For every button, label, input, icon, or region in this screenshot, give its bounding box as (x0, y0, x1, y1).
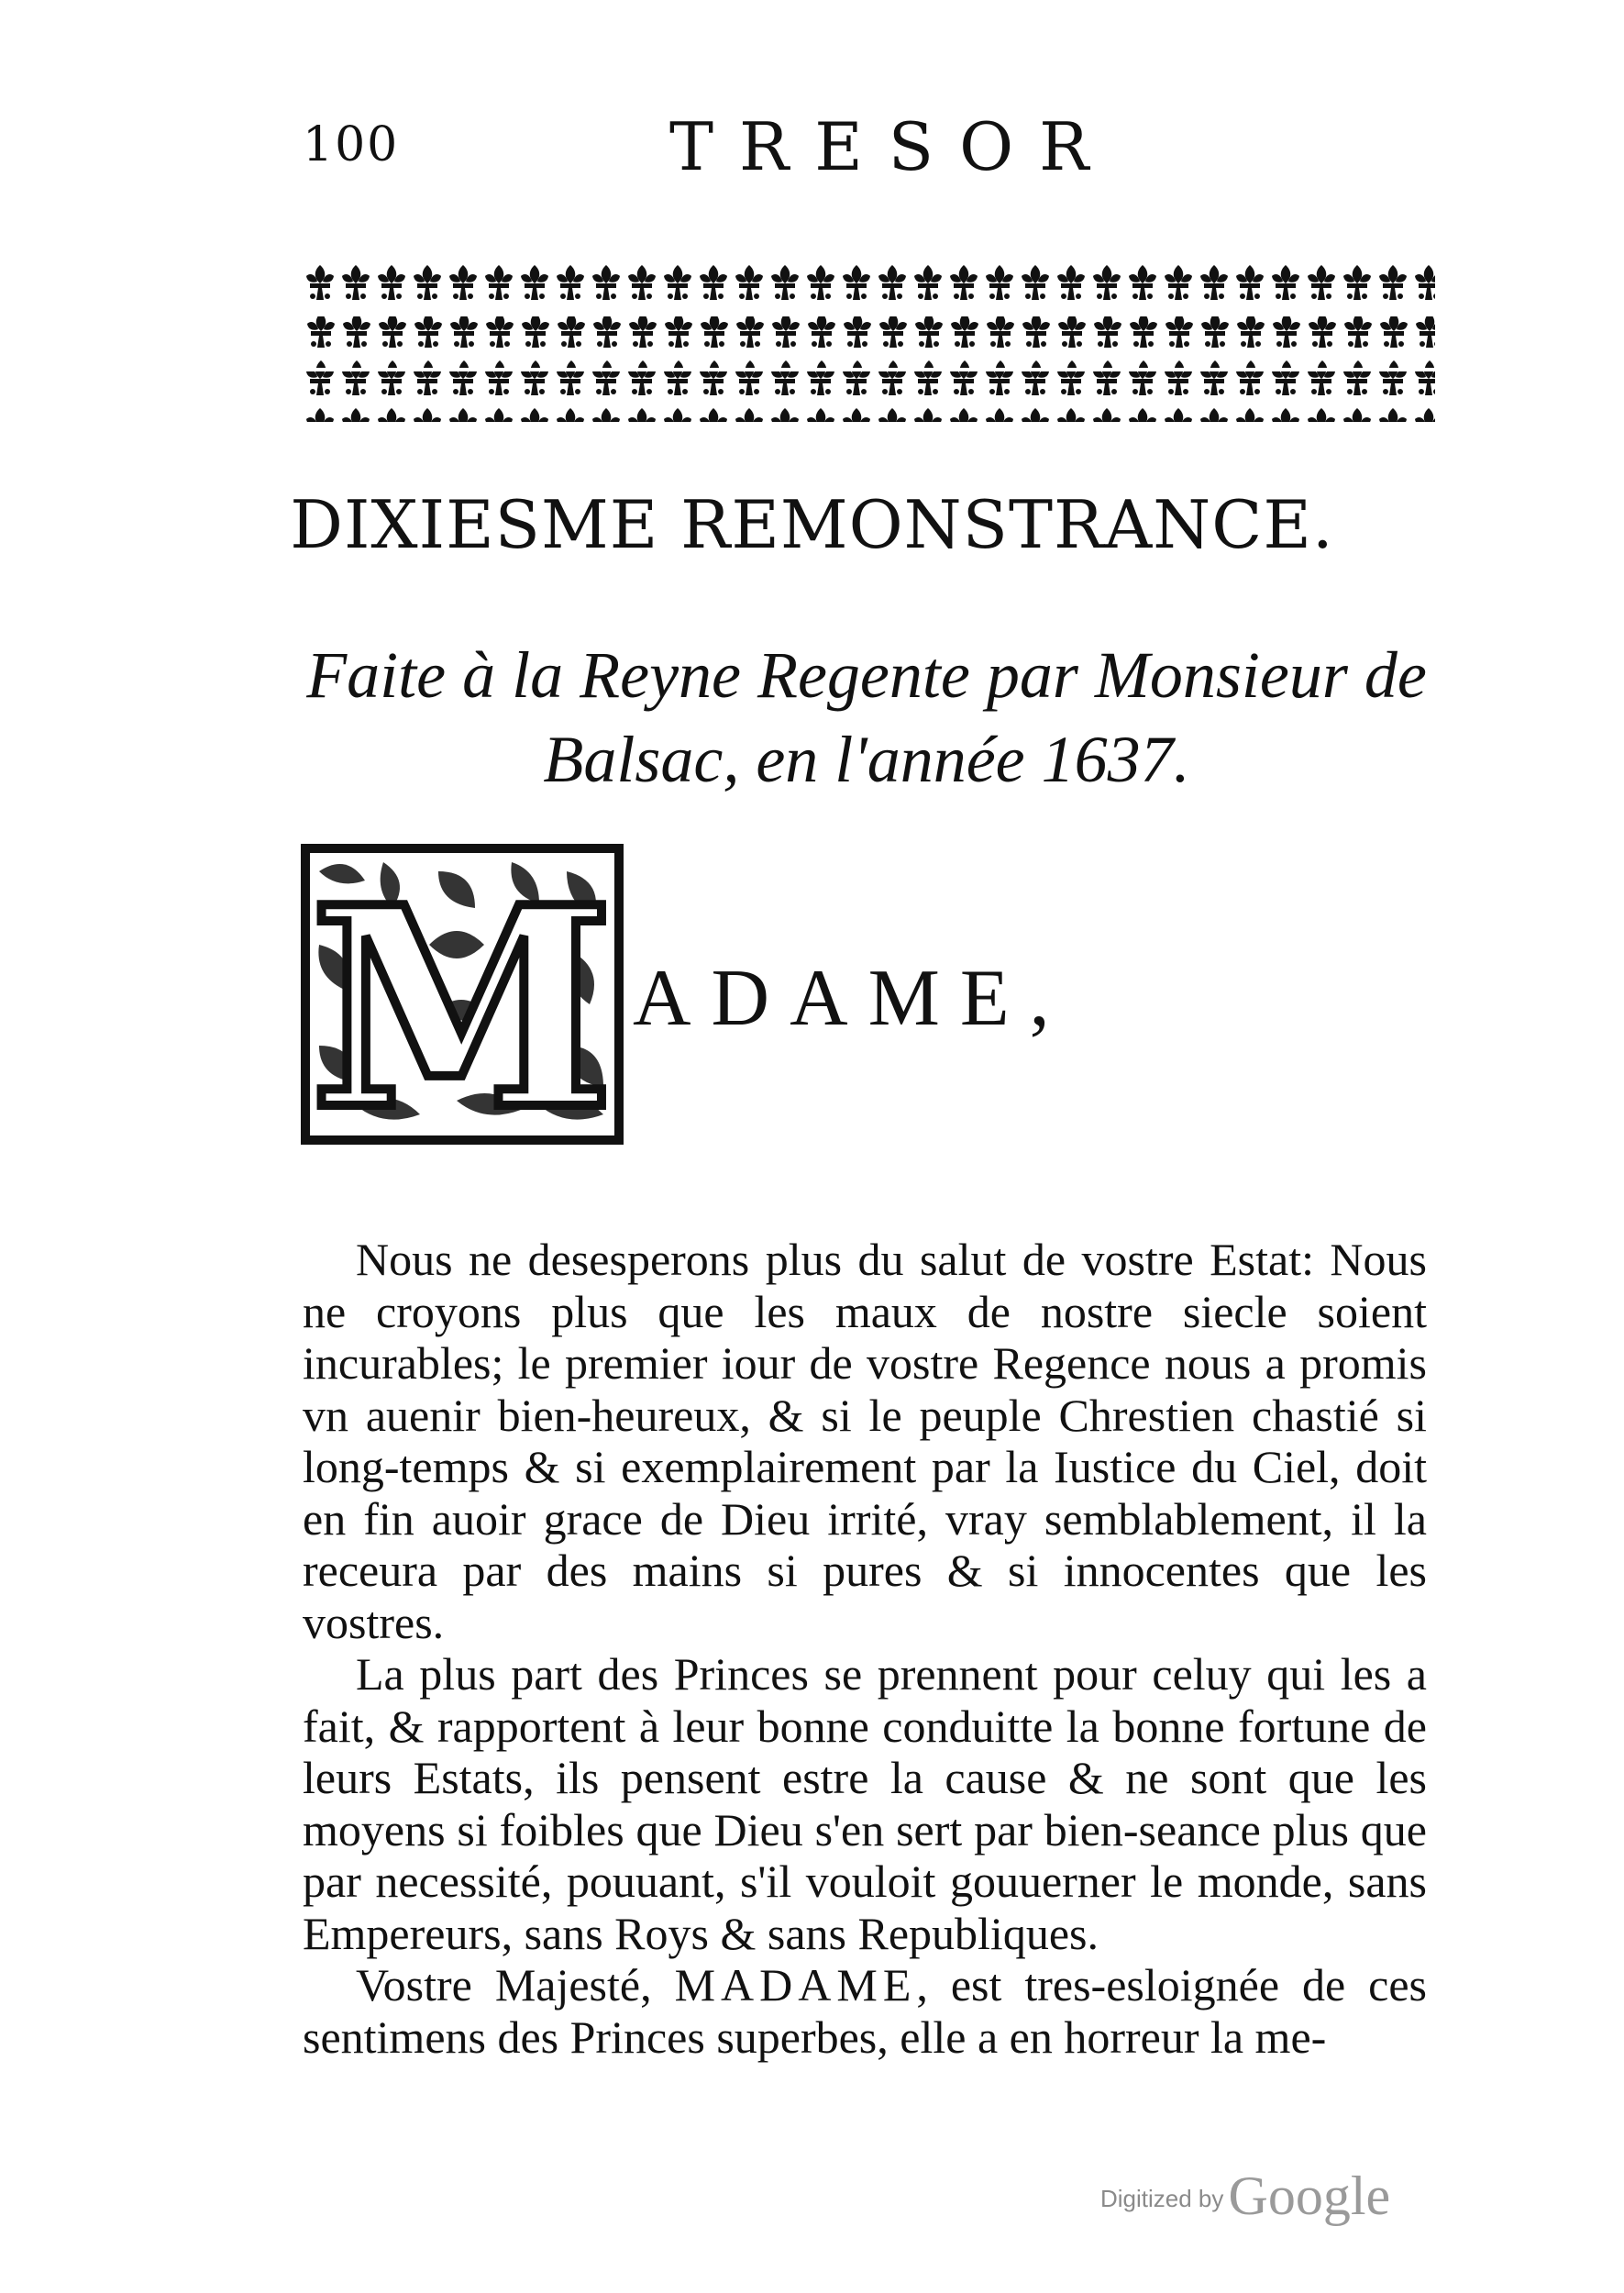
google-logo: Google (1228, 2166, 1391, 2226)
running-head: TRESOR (669, 108, 1115, 185)
paragraph (303, 1959, 1427, 2063)
decorated-initial-letter (301, 844, 624, 1145)
svg-text:M: M (309, 847, 615, 1145)
chapter-subtitle: Faite à la Reyne Regente par Monsieur de Balsac, en l'année 1637. (306, 638, 1427, 796)
paragraph-text: Vostre Majesté, (356, 1959, 652, 2011)
digitized-watermark (1100, 2165, 1390, 2228)
chapter-title: DIXIESME REMONSTRANCE. (290, 486, 1334, 563)
fleuron-ornament-band (303, 261, 1435, 422)
watermark-prefix: Digitized by (1100, 2185, 1224, 2212)
paragraph: La plus part des Princes se prennent pour celuy qui les a fait, & rapportent à leur bonne conduitte la bonne fortune de leurs Estats, ils pensent estre la cause & ne sont que les moyens si foibles que Dieu s'en sert par bien-seance plus que par necessité, pouuant, s'il vouloit gouuerner le monde, sans Empereurs, sans Roys & sans Republiques. (303, 1648, 1427, 1959)
paragraph: Nous ne desesperons plus du salut de vostre Estat: Nous ne croyons plus que les maux de nostre siecle soient incurables; le premier iour de vostre Regence nous a promis vn auenir bien-heureux, & si le peuple Chrestien chastié si long-temps & si exemplairement par la Iustice du Ciel, doit en fin auoir grace de Dieu irrité, vray semblablement, il la receura par des mains si pures & si innocentes que les vostres. (303, 1234, 1427, 1648)
small-caps-word: MADAME (674, 1959, 917, 2011)
paragraph-text: , est tres-esloignée de ces sentimens des Princes superbes, elle a en horreur la me- (303, 1959, 1427, 2063)
page-number: 100 (303, 117, 400, 172)
salutation: ADAME, (633, 954, 1070, 1043)
body-text (303, 1234, 1427, 2063)
